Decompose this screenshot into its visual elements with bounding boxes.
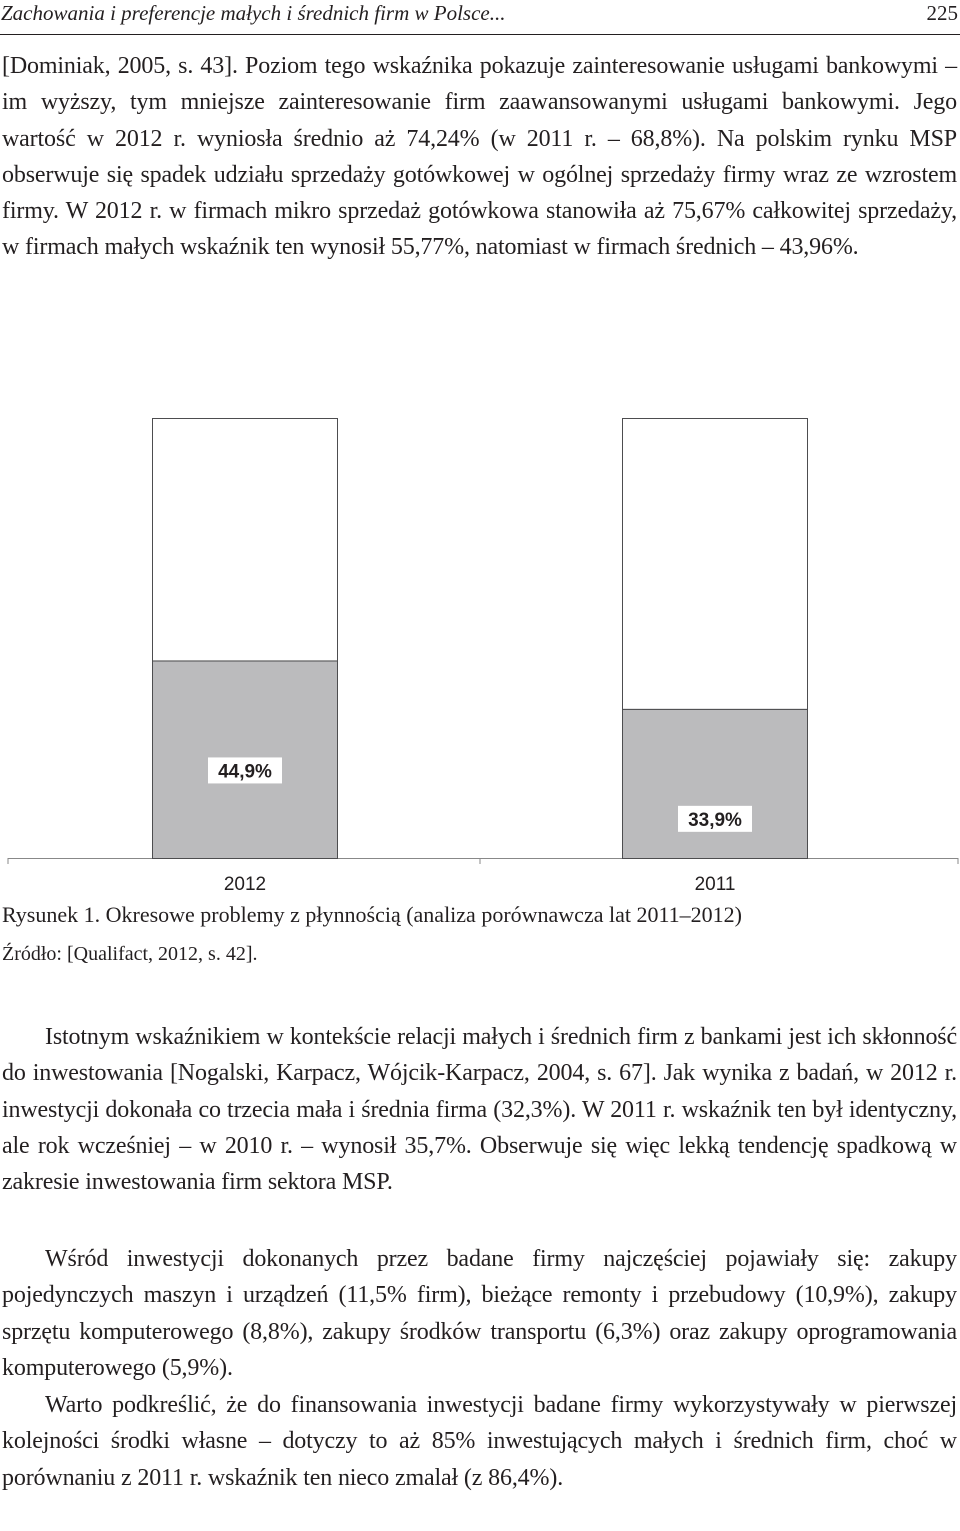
bar-segment-remainder	[623, 419, 808, 710]
data-label: 44,9%	[218, 761, 272, 783]
body-paragraph: Warto podkreślić, że do finansowania inwestycji badane firmy wykorzystywały w pierwszej kolejności środki własne – dotyczy to aż 85% inwestujących małych i średnich firm, choć w porównaniu z 2011 r. wskaźnik ten nieco zmalał (z 86,4%).	[2, 1392, 957, 1491]
x-tick-label: 2012	[223, 874, 267, 895]
body-paragraph: Wśród inwestycji dokonanych przez badane firmy najczęściej pojawiały się: zakupy pojedynczych maszyn i urządzeń (11,5% firm), bieżące remonty i przebudowy (10,9%), zakupy sprzętu komputerowego (8,8%), zakupy środków transportu (6,3%) oraz zakupy oprogramowania komputerowego (5,9%).	[2, 1246, 957, 1381]
bar-segment-remainder	[153, 419, 338, 661]
page-header	[0, 0, 960, 35]
figure-chart	[0, 405, 960, 895]
body-paragraph: [Dominiak, 2005, s. 43]. Poziom tego wskaźnika pokazuje zainteresowanie usługami bankowymi – im wyższy, tym mniejsze zainteresowanie firm zaawansowanymi usługami bankowymi. Jego wartość w 2012 r. wyniosła średnio aż 74,24% (w 2011 r. – 68,8%). Na polskim rynku MSP obserwuje się spadek udziału sprzedaży gotówkowej w ogólnej sprzedaży firmy wraz ze wzrostem firmy. W 2012 r. w firmach mikro sprzedaż gotówkowa stanowiła aż 75,67% całkowitej sprzedaży, w firmach małych wskaźnik ten wynosił 55,77%, natomiast w firmach średnich – 43,96%.	[2, 53, 957, 261]
data-label: 33,9%	[688, 809, 742, 831]
figure-caption: Rysunek 1. Okresowe problemy z płynnością (analiza porównawcza lat 2011–2012)	[2, 902, 742, 927]
x-tick-label: 2011	[694, 874, 736, 895]
figure-source: Źródło: [Qualifact, 2012, s. 42].	[2, 943, 258, 965]
running-title: Zachowania i preferencje małych i średnich firm w Polsce...	[1, 1, 506, 25]
page-number: 225	[926, 1, 958, 25]
stacked-bar-chart	[0, 405, 960, 895]
body-paragraph: Istotnym wskaźnikiem w kontekście relacji małych i średnich firm z bankami jest ich skłonność do inwestowania [Nogalski, Karpacz, Wójcik-Karpacz, 2004, s. 67]. Jak wynika z badań, w 2012 r. inwestycji dokonała co trzecia mała i średnia firma (32,3%). W 2011 r. wskaźnik ten był identyczny, ale rok wcześniej – w 2010 r. – wynosił 35,7%. Obserwuje się więc lekką tendencję spadkową w zakresie inwestowania firm sektora MSP.	[2, 1024, 957, 1196]
bar-segment-value	[623, 709, 808, 858]
